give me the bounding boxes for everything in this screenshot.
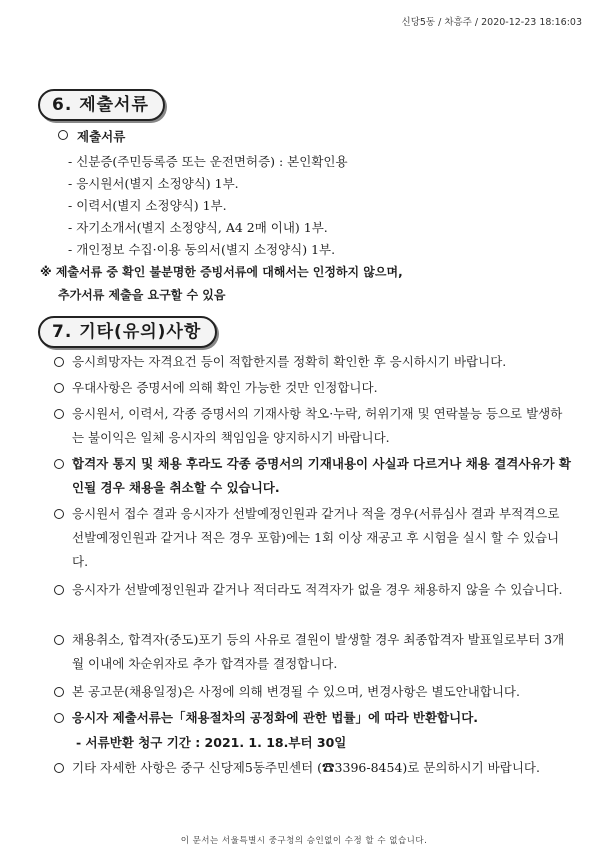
notice-text: 응시자 제출서류는「채용절차의 공정화에 관한 법률」에 따라 반환합니다. [72, 710, 479, 725]
document-stamp: 신당5동 / 차흥주 / 2020-12-23 18:16:03 [401, 17, 582, 28]
notice-item [54, 350, 574, 374]
notice-item [54, 756, 574, 780]
circle-bullet-icon [58, 130, 68, 140]
section-7-title: 7. 기타(유의)사항 [38, 316, 217, 348]
notice-item [54, 402, 574, 450]
doc-item: - 자기소개서(별지 소정양식, A4 2매 이내) 1부. [68, 220, 328, 235]
footer-notice: 이 문서는 서울특별시 중구청의 승인없이 수정 할 수 없습니다. [180, 836, 428, 846]
notice-item [54, 680, 574, 704]
notice-text: 본 공고문(채용일정)은 사정에 의해 변경될 수 있으며, 변경사항은 별도안내합니다. [72, 684, 520, 699]
notice-text: 기타 자세한 사항은 중구 신당제5동주민센터 (☎3396-8454)로 문의하시기 바랍니다. [72, 760, 540, 775]
notice-item [54, 376, 574, 400]
circle-bullet-icon [54, 509, 64, 519]
notice-item-bold [54, 452, 574, 500]
note-line-2: 추가서류 제출을 요구할 수 있음 [58, 288, 226, 302]
notice-text: 응시원서, 이력서, 각종 증명서의 기재사항 착오·누락, 허위기재 및 연락불능 등으로 발생하는 불이익은 일체 응시자의 책임임을 양지하시기 바랍니다. [72, 406, 563, 445]
circle-bullet-icon [54, 585, 64, 595]
circle-bullet-icon [54, 357, 64, 367]
notice-text: 응시자가 선발예정인원과 같거나 적더라도 적격자가 없을 경우 채용하지 않을 수 있습니다. [72, 582, 563, 597]
circle-bullet-icon [54, 409, 64, 419]
doc-item: - 신분증(주민등록증 또는 운전면허증) : 본인확인용 [68, 154, 348, 169]
circle-bullet-icon [54, 635, 64, 645]
notice-item [54, 578, 574, 602]
doc-item: - 응시원서(별지 소정양식) 1부. [68, 176, 239, 191]
notice-item [54, 502, 574, 574]
note-line-1: ※ 제출서류 중 확인 불분명한 증빙서류에 대해서는 인정하지 않으며, [40, 265, 403, 279]
notice-text: 합격자 통지 및 채용 후라도 각종 증명서의 기재내용이 사실과 다르거나 채용 결격사유가 확인될 경우 채용을 취소할 수 있습니다. [72, 456, 571, 495]
notice-text: 응시희망자는 자격요건 등이 적합한지를 정확히 확인한 후 응시하시기 바랍니다. [72, 354, 507, 369]
doc-item: - 개인정보 수집·이용 동의서(별지 소정양식) 1부. [68, 242, 336, 257]
circle-bullet-icon [54, 713, 64, 723]
notice-text: 우대사항은 증명서에 의해 확인 가능한 것만 인정합니다. [72, 380, 378, 395]
circle-bullet-icon [54, 459, 64, 469]
heading-text: 제출서류 [77, 129, 126, 144]
circle-bullet-icon [54, 763, 64, 773]
notice-item-bold [54, 706, 574, 730]
return-period: - 서류반환 청구 기간 : 2021. 1. 18.부터 30일 [76, 735, 347, 750]
notice-text: 채용취소, 합격자(중도)포기 등의 사유로 결원이 발생할 경우 최종합격자 발표일로부터 3개월 이내에 차순위자로 추가 합격자를 결정합니다. [72, 632, 565, 671]
notice-text: 응시원서 접수 결과 응시자가 선발예정인원과 같거나 적을 경우(서류심사 결과 부적격으로 선발예정인원과 같거나 적은 경우 포함)에는 1회 이상 재공고 후 시험을 실시 할 수 있습니다. [72, 506, 560, 569]
doc-item: - 이력서(별지 소정양식) 1부. [68, 198, 227, 213]
circle-bullet-icon [54, 383, 64, 393]
notice-item [54, 628, 574, 676]
circle-bullet-icon [54, 687, 64, 697]
section-6-title: 6. 제출서류 [38, 89, 165, 121]
section-6-heading [58, 127, 125, 145]
